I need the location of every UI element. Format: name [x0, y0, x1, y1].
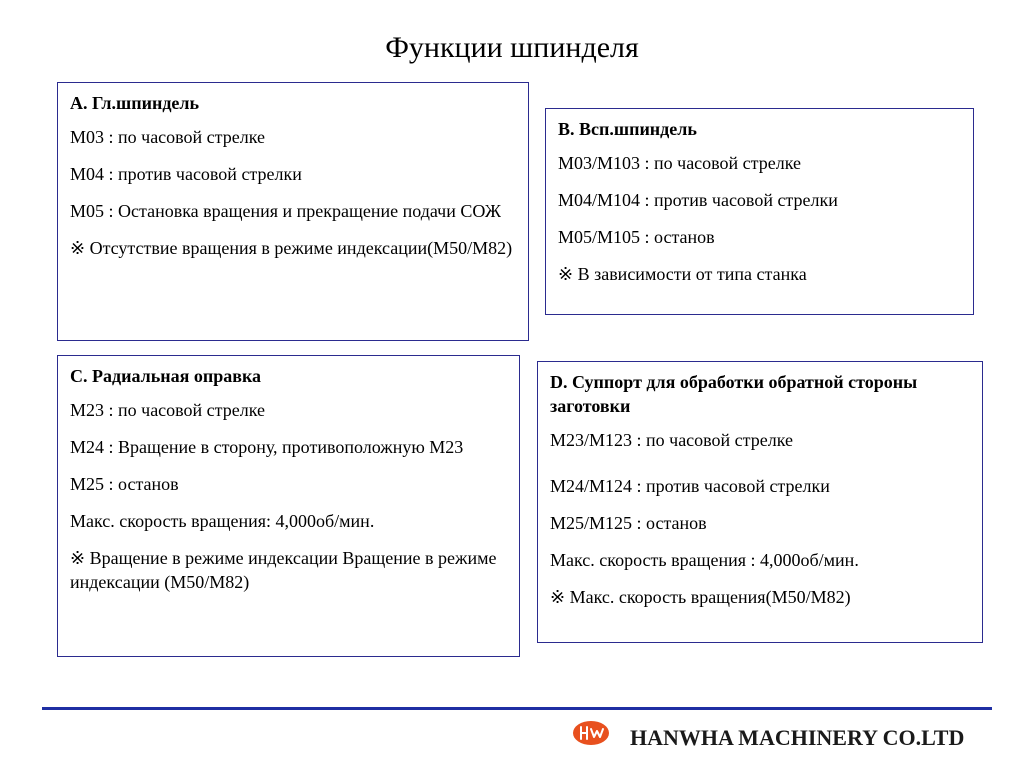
footer-divider [42, 707, 992, 710]
radial-tool-m23: M23 : по часовой стрелке [70, 400, 266, 420]
back-side-support-box [537, 361, 983, 643]
sub-spindle-heading: B. Всп.шпиндель [558, 119, 697, 139]
radial-tool-m25: M25 : останов [70, 474, 179, 494]
sub-spindle-m05: M05/M105 : останов [558, 227, 715, 247]
company-name: HANWHA MACHINERY CO.LTD [630, 725, 965, 750]
main-spindle-m05: M05 : Остановка вращения и прекращение подачи СОЖ [70, 201, 502, 221]
main-spindle-box [57, 82, 529, 341]
hanwha-logo-icon [572, 720, 610, 746]
main-spindle-m04: M04 : против часовой стрелки [70, 164, 302, 184]
back-side-support-heading: D. Суппорт для обработки обратной стороны заготовки [550, 372, 918, 416]
page-title: Функции шпинделя [385, 31, 639, 64]
main-spindle-heading: A. Гл.шпиндель [70, 93, 200, 113]
back-side-m23: M23/M123 : по часовой стрелке [550, 430, 794, 450]
sub-spindle-note: ※ В зависимости от типа станка [558, 264, 807, 284]
radial-tool-max-speed: Макс. скорость вращения: 4,000об/мин. [70, 511, 375, 531]
back-side-max-speed: Макс. скорость вращения : 4,000об/мин. [550, 550, 859, 570]
radial-tool-heading: C. Радиальная оправка [70, 366, 262, 386]
back-side-m25: M25/M125 : останов [550, 513, 707, 533]
radial-tool-note: ※ Вращение в режиме индексации Вращение в режиме индексации (M50/M82) [70, 548, 497, 592]
sub-spindle-m03: M03/M103 : по часовой стрелке [558, 153, 802, 173]
sub-spindle-m04: M04/M104 : против часовой стрелки [558, 190, 838, 210]
main-spindle-m03: M03 : по часовой стрелке [70, 127, 266, 147]
main-spindle-note: ※ Отсутствие вращения в режиме индексации(M50/M82) [70, 238, 513, 258]
sub-spindle-box [545, 108, 974, 315]
radial-tool-m24: M24 : Вращение в сторону, противоположную M23 [70, 437, 464, 457]
radial-tool-box [57, 355, 520, 657]
back-side-note: ※ Макс. скорость вращения(M50/M82) [550, 587, 851, 607]
back-side-m24: M24/M124 : против часовой стрелки [550, 476, 830, 496]
